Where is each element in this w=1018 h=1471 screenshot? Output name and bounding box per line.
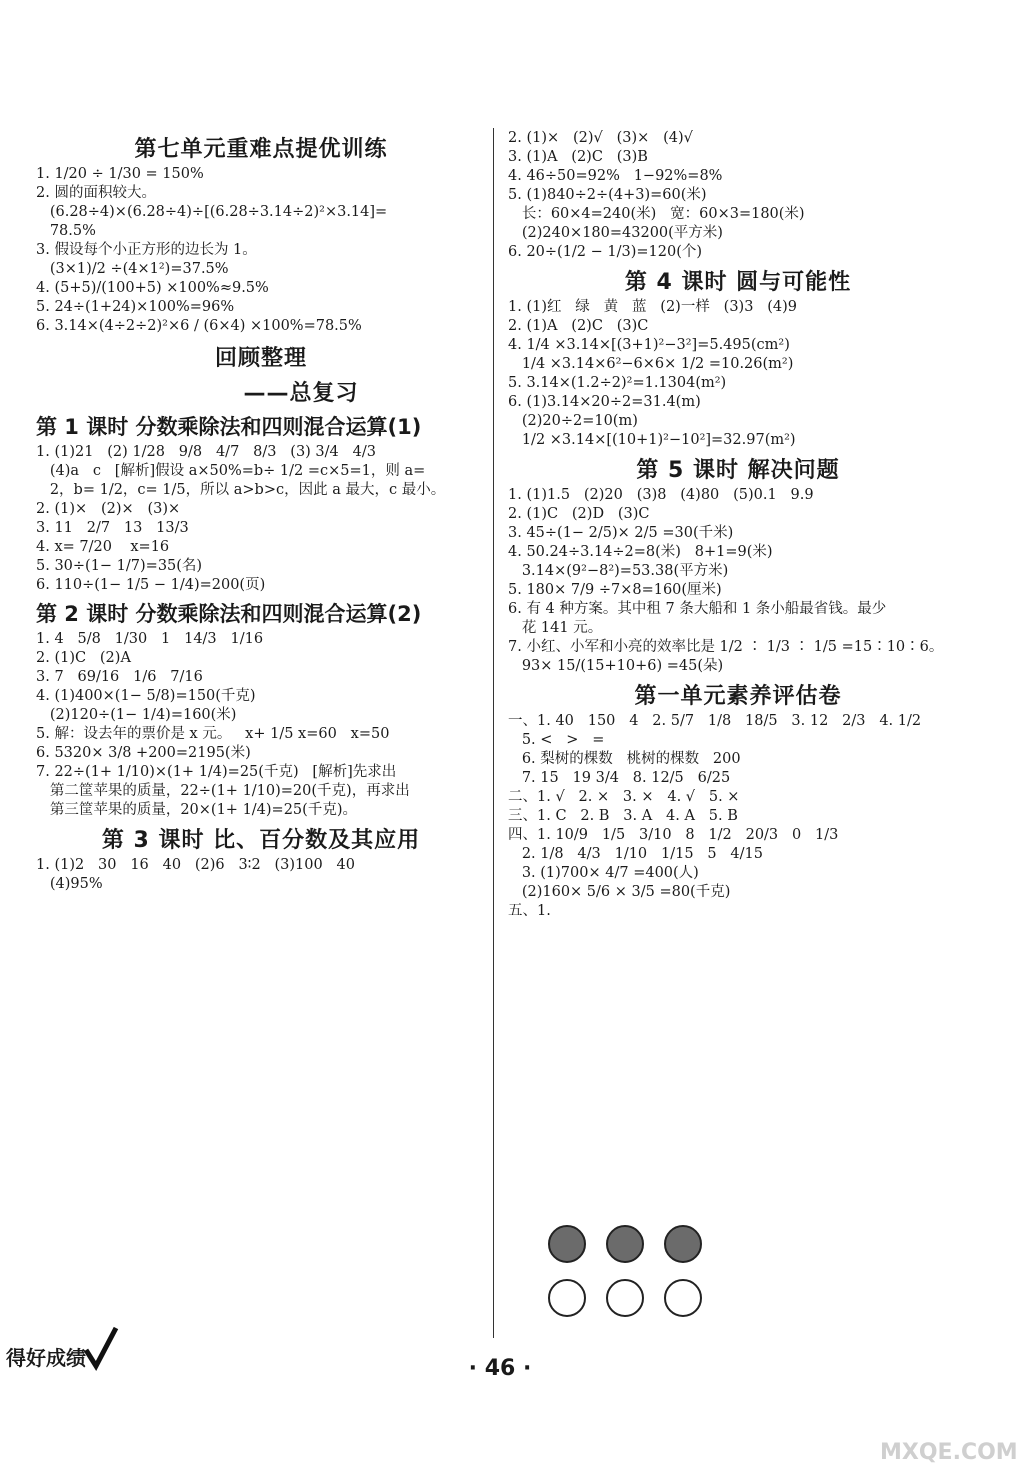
answer-line: 5. (1)840÷2÷(4+3)=60(米) (508, 187, 707, 203)
answer-line: 3. 假设每个小正方形的边长为 1。 (36, 242, 257, 258)
answer-line: 4. 46÷50=92% 1−92%=8% (508, 168, 723, 184)
answer-line: 第二筐苹果的质量，22÷(1+ 1/10)=20(千克)，再求出 (36, 783, 410, 799)
answer-line: 3.14×(9²−8²)=53.38(平方米) (508, 563, 729, 579)
answer-line: 93× 15/(15+10+6) =45(朵) (508, 658, 724, 674)
answer-block-lesson3 (36, 856, 486, 893)
answer-line: 3. 7 69/16 1/6 7/16 (36, 669, 203, 685)
answer-line: 2. (1)C (2)D (3)C (508, 506, 650, 522)
lesson-title: 第 4 课时 圆与可能性 (624, 270, 852, 295)
watermark: MXQE.COM (880, 1440, 1018, 1465)
answer-line: 3. 11 2/7 13 13/3 (36, 520, 189, 536)
answer-line: 5. 180× 7/9 ÷7×8=160(厘米) (508, 582, 722, 598)
section-title: 回顾整理 (214, 346, 307, 371)
answer-line: (2)20÷2=10(m) (508, 413, 638, 429)
answer-line: 4. (1)400×(1− 5/8)=150(千克) (36, 688, 256, 704)
answer-line: 6. (1)3.14×20÷2=31.4(m) (508, 394, 701, 410)
answer-line: 4. 50.24÷3.14÷2=8(米) 8+1=9(米) (508, 544, 773, 560)
answer-line: 4. (5+5)/(100+5) ×100%≈9.5% (36, 280, 269, 296)
answer-line: 1/4 ×3.14×6²−6×6× 1/2 =10.26(m²) (508, 356, 794, 372)
lesson-title: 第 3 课时 比、百分数及其应用 (101, 828, 421, 853)
answer-line: 6. 3.14×(4÷2÷2)²×6 / (6×4) ×100%=78.5% (36, 318, 362, 334)
answer-line: 6. 有 4 种方案。其中租 7 条大船和 1 条小船最省钱。最少 (508, 601, 887, 617)
section-subtitle: ——总复习 (243, 381, 359, 406)
answer-line: 5. 解：设去年的票价是 x 元。 x+ 1/5 x=60 x=50 (36, 726, 390, 742)
answer-line: 1. 1/20 ÷ 1/30 = 150% (36, 166, 204, 182)
answer-line: 7. 22÷(1+ 1/10)×(1+ 1/4)=25(千克) [解析]先求出 (36, 764, 397, 780)
lesson-title: 第 2 课时 分数乘除法和四则混合运算(2) (36, 602, 422, 626)
lesson-title: 第 5 课时 解决问题 (636, 458, 840, 483)
answer-line: 2. (1)× (2)√ (3)× (4)√ (508, 130, 693, 146)
answer-line: 2，b= 1/2，c= 1/5，所以 a>b>c，因此 a 最大，c 最小。 (36, 482, 446, 498)
answer-line: 5. 30÷(1− 1/7)=35(名) (36, 558, 203, 574)
page-number: · 46 · (468, 1356, 532, 1381)
answer-line: 5. 3.14×(1.2÷2)²=1.1304(m²) (508, 375, 727, 391)
empty-circle (664, 1279, 702, 1317)
answer-line: 2. 1/8 4/3 1/10 1/15 5 4/15 (508, 846, 763, 862)
answer-line: 1/2 ×3.14×[(10+1)²−10²]=32.97(m²) (508, 432, 796, 448)
answer-block-unit1-test (508, 712, 968, 920)
answer-block-lesson5 (508, 486, 968, 675)
answer-line: 2. (1)C (2)A (36, 650, 131, 666)
answer-line: 1. (1)红 绿 黄 蓝 (2)一样 (3)3 (4)9 (508, 299, 798, 315)
filled-circle (606, 1225, 644, 1263)
answer-block-unit7 (36, 165, 486, 335)
answer-block-lesson1 (36, 443, 486, 594)
left-column (36, 128, 486, 894)
answer-block-lesson4 (508, 298, 968, 449)
answer-block-lesson3-cont (508, 129, 968, 261)
answer-line: 4. x= 7/20 x=16 (36, 539, 170, 555)
brand-logo: 得好成绩 (6, 1346, 86, 1370)
answer-line: 2. (1)× (2)× (3)× (36, 501, 181, 517)
answer-line: 5. 24÷(1+24)×100%=96% (36, 299, 235, 315)
answer-line: (4)95% (36, 876, 103, 892)
answer-line: 四、1. 10/9 1/5 3/10 8 1/2 20/3 0 1/3 (508, 827, 839, 843)
answer-line: 一、1. 40 150 4 2. 5/7 1/8 18/5 3. 12 2/3 4. 1/2 (508, 713, 922, 729)
answer-line: 7. 15 19 3/4 8. 12/5 6/25 (508, 770, 731, 786)
answer-line: 二、1. √ 2. × 3. × 4. √ 5. × (508, 789, 740, 805)
answer-line: 5. < > = (508, 732, 605, 748)
section-title: 第七单元重难点提优训练 (134, 137, 388, 162)
filled-circle (664, 1225, 702, 1263)
answer-line: (2)120÷(1− 1/4)=160(米) (36, 707, 237, 723)
answer-line: 7. 小红、小军和小亮的效率比是 1/2 ∶ 1/3 ∶ 1/5 =15∶10∶6。 (508, 639, 944, 655)
lesson-title: 第 1 课时 分数乘除法和四则混合运算(1) (36, 415, 422, 439)
filled-circle (548, 1225, 586, 1263)
answer-line: 78.5% (36, 223, 96, 239)
right-column (508, 128, 968, 921)
answer-line: 五、1. (508, 903, 551, 919)
answer-line: 三、1. C 2. B 3. A 4. A 5. B (508, 808, 738, 824)
empty-circle (606, 1279, 644, 1317)
answer-line: (2)240×180=43200(平方米) (508, 225, 723, 241)
answer-line: 6. 110÷(1− 1/5 − 1/4)=200(页) (36, 577, 266, 593)
answer-line: 6. 梨树的棵数 桃树的棵数 200 (508, 751, 741, 767)
answer-line: 2. (1)A (2)C (3)C (508, 318, 649, 334)
answer-line: 花 141 元。 (508, 620, 603, 636)
answer-block-lesson2 (36, 630, 486, 819)
answer-line: 1. (1)2 30 16 40 (2)6 3∶2 (3)100 40 (36, 857, 356, 873)
checkmark-icon (84, 1326, 118, 1370)
answer-line: 1. (1)21 (2) 1/28 9/8 4/7 8/3 (3) 3/4 4/3 (36, 444, 376, 460)
answer-line: 3. 45÷(1− 2/5)× 2/5 =30(千米) (508, 525, 734, 541)
answer-line: (4)a c [解析]假设 a×50%=b÷ 1/2 =c×5=1，则 a= (36, 463, 426, 479)
answer-line: 1. 4 5/8 1/30 1 14/3 1/16 (36, 631, 264, 647)
empty-circle (548, 1279, 586, 1317)
answer-line: 6. 20÷(1/2 − 1/3)=120(个) (508, 244, 703, 260)
answer-line: 4. 1/4 ×3.14×[(3+1)²−3²]=5.495(cm²) (508, 337, 790, 353)
answer-line: (3×1)/2 ÷(4×1²)=37.5% (36, 261, 229, 277)
answer-line: 3. (1)700× 4/7 =400(人) (508, 865, 699, 881)
answer-line: (2)160× 5/6 × 3/5 =80(千克) (508, 884, 731, 900)
answer-line: 第三筐苹果的质量，20×(1+ 1/4)=25(千克)。 (36, 802, 357, 818)
column-divider (493, 128, 494, 1338)
section-title: 第一单元素养评估卷 (634, 684, 842, 709)
answer-line: 2. 圆的面积较大。 (36, 185, 156, 201)
answer-line: 6. 5320× 3/8 +200=2195(米) (36, 745, 251, 761)
answer-line: (6.28÷4)×(6.28÷4)÷[(6.28÷3.14÷2)²×3.14]= (36, 204, 388, 220)
answer-line: 3. (1)A (2)C (3)B (508, 149, 648, 165)
answer-line: 长：60×4=240(米) 宽：60×3=180(米) (508, 206, 805, 222)
answer-line: 1. (1)1.5 (2)20 (3)8 (4)80 (5)0.1 9.9 (508, 487, 814, 503)
